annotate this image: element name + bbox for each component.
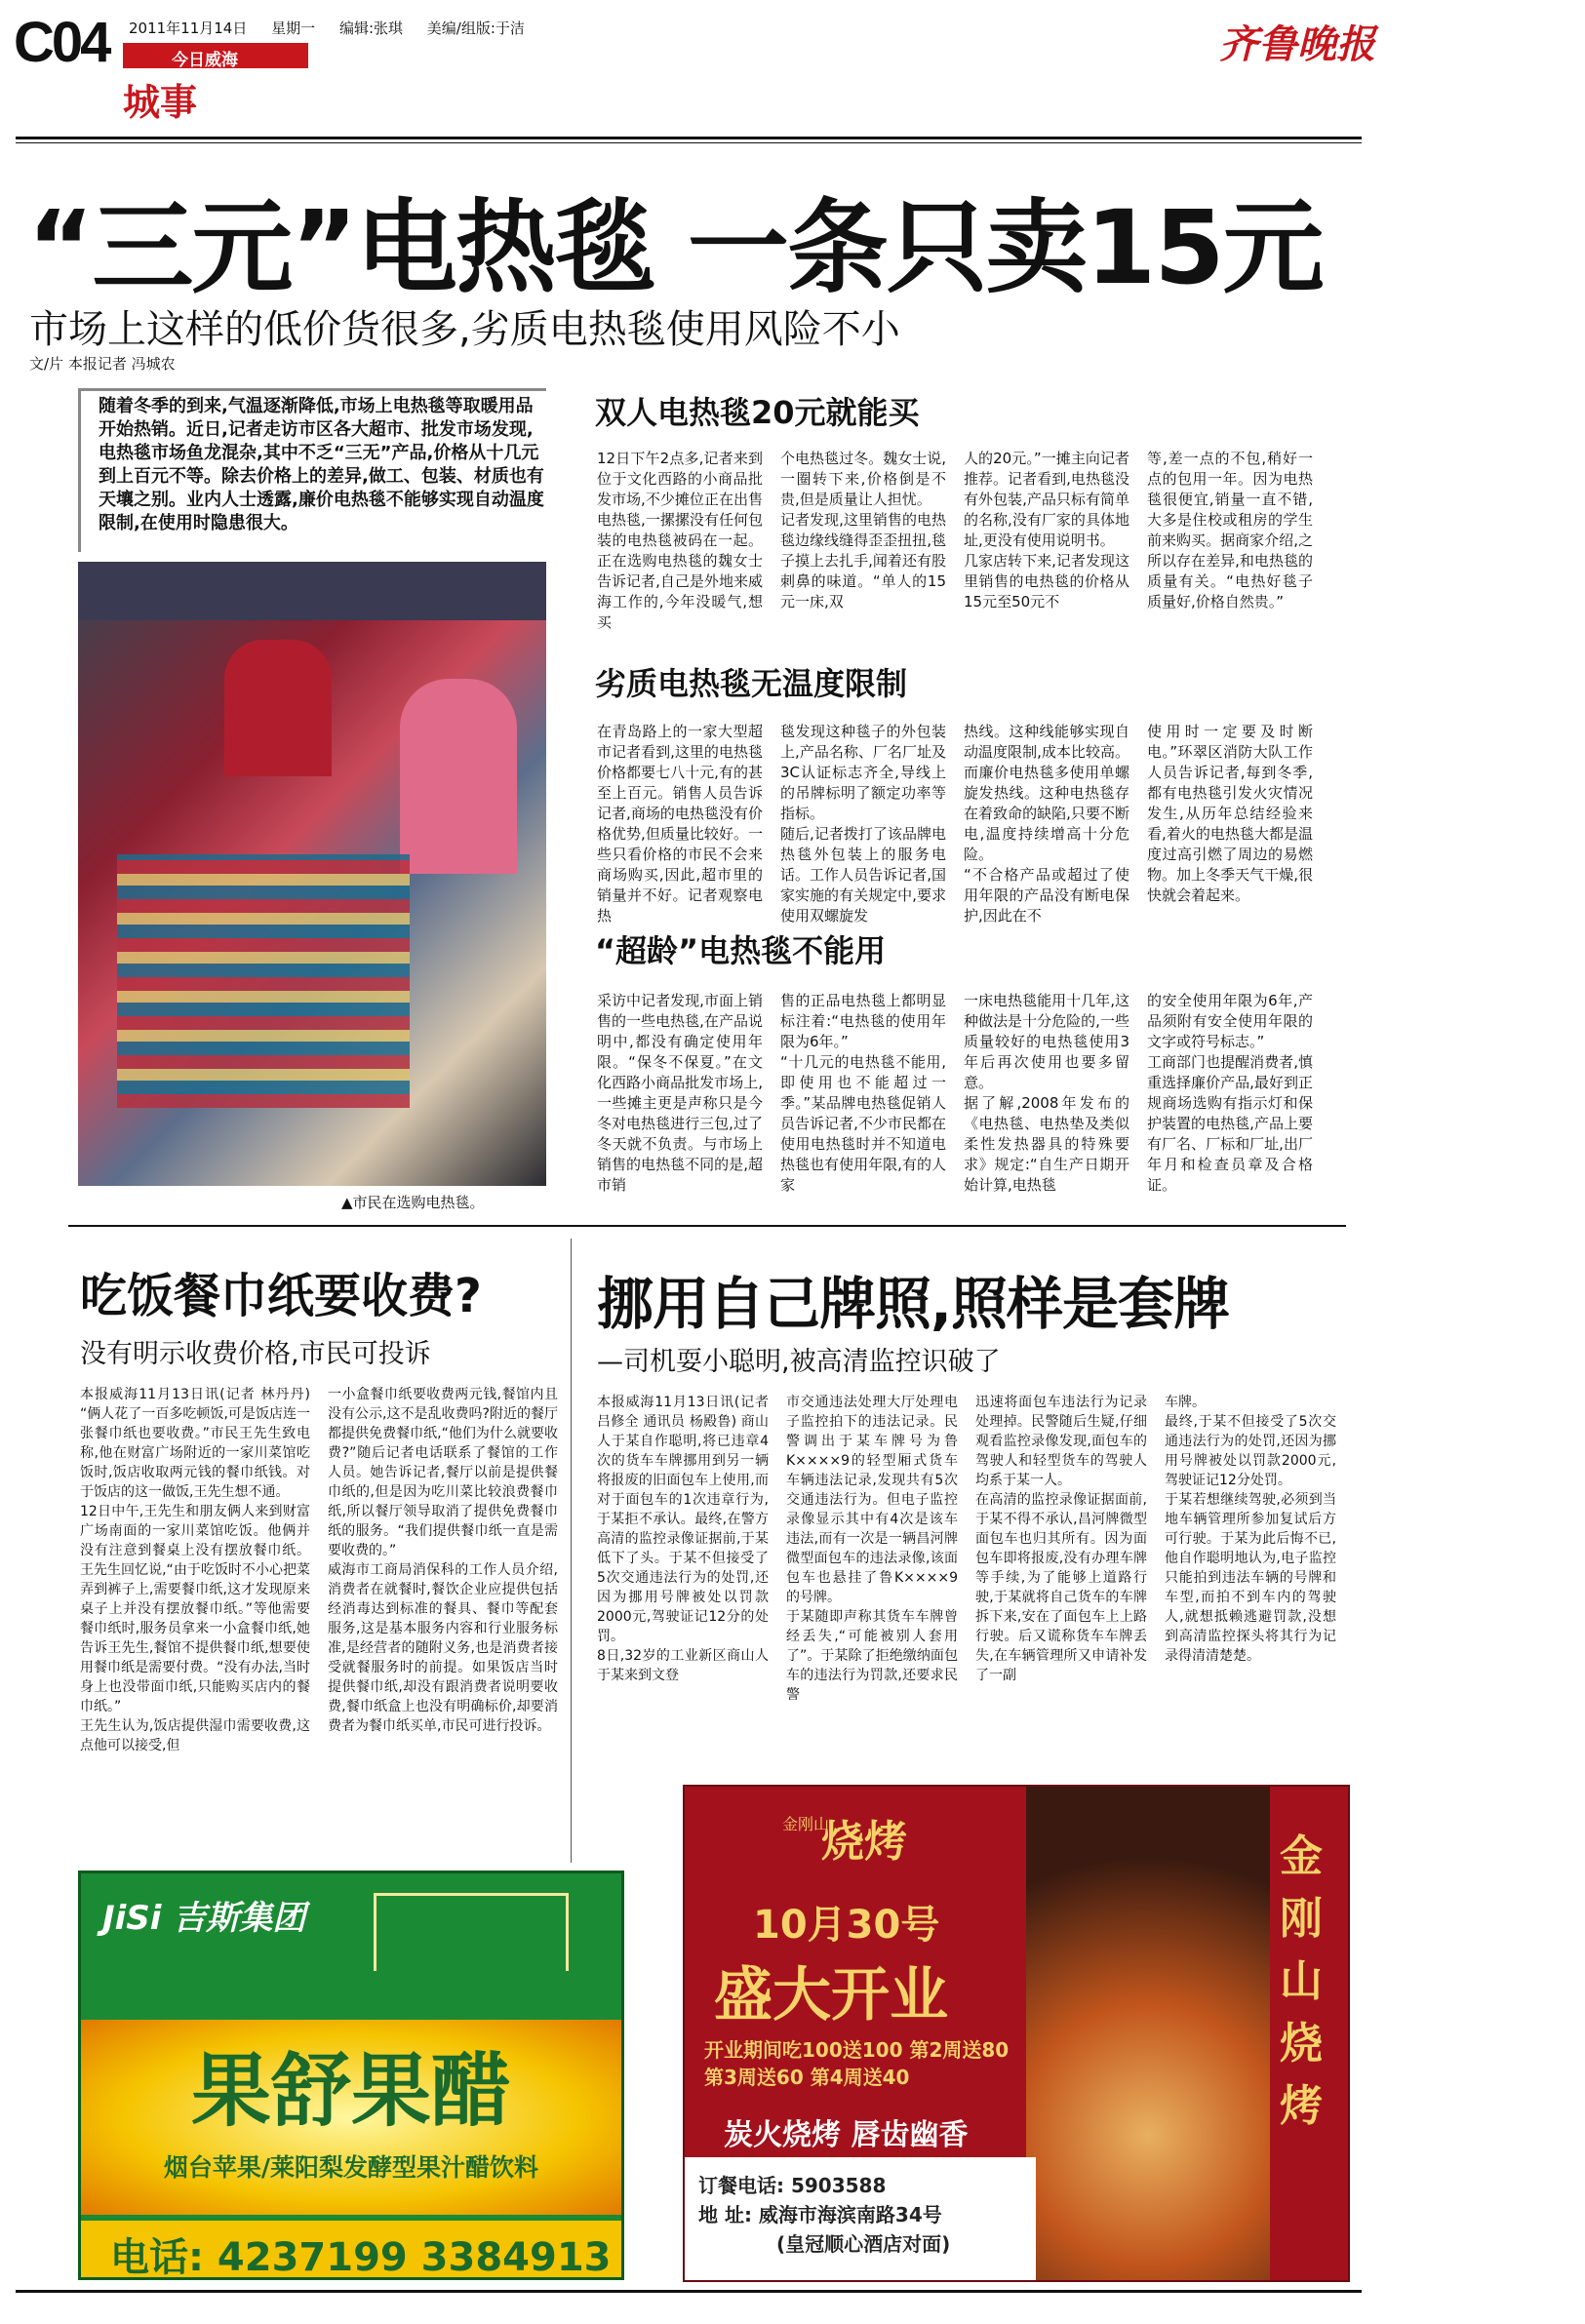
header-rule-thin: [16, 142, 1362, 143]
ad2-headline: 盛大开业: [714, 1961, 948, 2029]
art-editor-credit: 美编/组版:于洁: [426, 20, 525, 37]
section-1-col-3: 人的20元。”一摊主向记者推荐。记者看到,电热毯没有外包装,产品只标有简单的名称,没有厂家的具体地址,更没有使用说明书。 几家店转下来,记者发现这里销售的电热毯的价格从15元至50元不: [964, 450, 1129, 611]
news-photo: [78, 562, 546, 1186]
section-1-col-2: 个电热毯过冬。魏女士说,一圈转下来,价格倒是不贵,但是质量让人担忧。 记者发现,这里销售的电热毯边缘线缝得歪歪扭扭,毯子摸上去扎手,闻着还有股刺鼻的味道。“单人的15元一床,双: [780, 450, 946, 611]
section-2-col-1: 在青岛路上的一家大型超市记者看到,这里的电热毯价格都要七八十元,有的甚至上百元。销售人员告诉记者,商场的电热毯没有价格优势,但质量比较好。一些只看价格的市民不会来商场购买,因此,超市里的销量并不好。记者观察电热: [597, 723, 763, 925]
ad1-tagline: 烟台苹果/莱阳梨发酵型果汁醋饮料: [163, 2153, 539, 2182]
section-1-col-4: 等,差一点的不包,稍好一点的包用一年。因为电热毯很便宜,销量一直不错,大多是住校或租房的学生前来购买。据商家介绍,之所以存在差异,和电热毯的质量有关。“电热好毯子质量好,价格自然贵。”: [1147, 450, 1313, 611]
bbq-photo: [1026, 1787, 1270, 2282]
main-headline: “三元”电热毯 一条只卖15元: [27, 188, 1323, 307]
article3-col-4: 车牌。 最终,于某不但接受了5次交通违法行为的处罚,还因为挪用号牌被处以罚款2000元,驾驶证记12分处罚。 于某若想继续驾驶,必须到当地车辆管理所参加复试后方可行驶。于某为此后悔不已,他自作聪明地认为,电子监控只能拍到违法车辆的号牌和车型,而拍不到车内的驾驶人,就想抵赖逃避罚款,没想到高清监控探头将其行为记录得清清楚楚。: [1165, 1395, 1336, 1664]
subhead-2: 劣质电热毯无温度限制: [595, 665, 908, 702]
section-2-col-3: 热线。这种线能够实现自动温度限制,成本比较高。而廉价电热毯多使用单螺旋发热线。这种电热毯存在着致命的缺陷,只要不断电,温度持续增高十分危险。 “不合格产品或超过了使用年限的产品没有断电保护,因此在不: [964, 723, 1129, 925]
ad2-address-note: (皇冠顺心酒店对面): [776, 2232, 951, 2256]
main-subheadline: 市场上这样的低价货很多,劣质电热毯使用风险不小: [29, 307, 900, 352]
byline: 文/片 本报记者 冯城农: [29, 355, 176, 373]
section-2-body: [597, 722, 1338, 926]
ad2-vertical-name: 金刚山烧烤: [1280, 1832, 1323, 2131]
section-3-body: [597, 991, 1338, 1211]
article2-subheadline: 没有明示收费价格,市民可投诉: [80, 1339, 431, 1369]
vinegar-drink-ad: [78, 1871, 624, 2280]
ad1-product: 果舒果醋: [190, 2045, 511, 2138]
section-tab: 今日威海: [123, 43, 308, 68]
article2-col-1: 本报威海11月13日讯(记者 林丹丹) “俩人花了一百多吃顿饭,可是饭店连一张餐巾纸也要收费。”市民王先生致电称,他在财富广场附近的一家川菜馆吃饭时,饭店收取两元钱的餐巾纸钱。对于饭店的这一做饭,王先生想不通。 12日中午,王先生和朋友俩人来到财富广场南面的一家川菜馆吃饭。他俩并没有注意到餐桌上没有摆放餐巾纸。王先生回忆说,“由于吃饭时不小心把菜弄到裤子上,需要餐巾纸,这才发现原来桌子上并没有摆放餐巾纸。”等他需要餐巾纸时,服务员拿来一小盒餐巾纸,她告诉王先生,餐馆不提供餐巾纸,想要使用餐巾纸是需要付费。“没有办法,当时身上也没带面巾纸,只能购买店内的餐巾纸。” 王先生认为,饭店提供湿巾需要收费,这点他可以接受,但: [80, 1387, 310, 1753]
section-2-col-2: 毯发现这种毯子的外包装上,产品名称、厂名厂址及3C认证标志齐全,导线上的吊牌标明了额定功率等指标。 随后,记者拨打了该品牌电热毯外包装上的服务电话。工作人员告诉记者,国家实施的有关规定中,要求使用双螺旋发: [780, 723, 946, 925]
ad1-brand: JiSi 吉斯集团: [102, 1899, 306, 1938]
section-title: 城事: [123, 80, 198, 124]
newspaper-logo: 齐鲁晚报: [1219, 21, 1375, 67]
editor-credit: 编辑:张琪: [338, 20, 403, 37]
article3-body: [597, 1393, 1348, 1773]
bbq-restaurant-ad: [683, 1785, 1350, 2282]
ad2-address: 地 址: 威海市海滨南路34号: [698, 2203, 942, 2226]
issue-weekday: 星期一: [271, 20, 316, 37]
section-1-body: [597, 449, 1338, 653]
ad2-date: 10月30号: [753, 1903, 940, 1948]
issue-info: [129, 18, 544, 38]
section-1-col-1: 12日下午2点多,记者来到位于文化西路的小商品批发市场,不少摊位正在出售电热毯,一摞摞没有任何包装的电热毯被码在一起。正在选购电热毯的魏女士告诉记者,自己是外地来威海工作的,今年没暖气,想买: [597, 450, 763, 631]
ad2-promo-2: 第3周送60 第4周送40: [704, 2066, 910, 2089]
header-rule: [16, 137, 1362, 139]
subhead-1: 双人电热毯20元就能买: [595, 394, 920, 431]
article3-col-3: 迅速将面包车违法行为记录处理掉。民警随后生疑,仔细观看监控录像发现,面包车的驾驶人和轻型货车的驾驶人均系于某一人。 在高清的监控录像证据面前,于某不得不承认,昌河牌微型面包车也归其所有。因为面包车即将报废,没有办理车牌等手续,为了能够上道路行驶,于某就将自己货车的车牌拆下来,安在了面包车上上路行驶。后又谎称货车车牌丢失,在车辆管理所又申请补发了一副: [975, 1395, 1147, 1683]
section-3-col-4: 的安全使用年限为6年,产品须附有安全使用年限的文字或符号标志。” 工商部门也提醒消费者,慎重选择廉价产品,最好到正规商场选购有指示灯和保护装置的电热毯,产品上要有厂名、厂标和厂址,出厂年月和检查员章及合格证。: [1147, 992, 1313, 1194]
article3-col-1: 本报威海11月13日讯(记者 吕修全 通讯员 杨殿鲁) 商山人于某自作聪明,将已违章4次的货车车牌挪用到另一辆将报废的旧面包车上使用,而对于面包车的1次违章行为,于某拒不承认。最终,在警方高清的监控录像证据前,于某低下了头。于某不但接受了5次交通违法行为的处罚,还因为挪用号牌被处以罚款2000元,驾驶证记12分的处罚。 8日,32岁的工业新区商山人于某来到文登: [597, 1395, 769, 1683]
lead-paragraph: 随着冬季的到来,气温逐渐降低,市场上电热毯等取暖用品开始热销。近日,记者走访市区各大超市、批发市场发现,电热毯市场鱼龙混杂,其中不乏“三无”产品,价格从十几元到上百元不等。除去价格上的差异,做工、包装、材质也有天壤之别。业内人士透露,廉价电热毯不能够实现自动温度限制,在使用时隐患很大。: [78, 388, 546, 552]
photo-caption: ▲市民在选购电热毯。: [341, 1194, 485, 1211]
ad1-phone: 电话: 4237199 3384913: [81, 2221, 621, 2277]
subhead-3: “超龄”电热毯不能用: [595, 932, 887, 969]
article3-col-2: 市交通违法处理大厅处理电子监控拍下的违法记录。民警调出于某车牌号为鲁K××××9的轻型厢式货车车辆违法记录,发现共有5次交通违法行为。但电子监控录像显示其中有4次是该车违法,而有一次是一辆昌河牌微型面包车的违法录像,该面包车也悬挂了鲁K××××9的号牌。 于某随即声称其货车车牌曾经丢失,“可能被别人套用了”。于某除了拒绝缴纳面包车的违法行为罚款,还要求民警: [786, 1395, 958, 1703]
article2-col-2: 一小盒餐巾纸要收费两元钱,餐馆内且没有公示,这不是乱收费吗?附近的餐厅都提供免费餐巾纸,“他们为什么就要收费?”随后记者电话联系了餐馆的工作人员。她告诉记者,餐厅以前是提供餐巾纸的,但是因为吃川菜比较浪费餐巾纸,所以餐厅领导取消了提供免费餐巾纸的服务。“我们提供餐巾纸一直是需要收费的。” 威海市工商局消保科的工作人员介绍,消费者在就餐时,餐饮企业应提供包括经消毒达到标准的餐具、餐巾等配套服务,这是基本服务内容和行业服务标准,是经营者的随附义务,也是消费者接受就餐服务时的前提。如果饭店当时提供餐巾纸,却没有跟消费者说明要收费,餐巾纸盒上也没有明确标价,却要消费者为餐巾纸买单,市民可进行投诉。: [328, 1387, 558, 1734]
article2-body: [80, 1385, 558, 1853]
ad2-promo: [704, 2036, 1009, 2091]
section-3-col-2: 售的正品电热毯上都明显标注着:“电热毯的使用年限为6年。” “十几元的电热毯不能用,即使用也不能超过一季。”某品牌电热毯促销人员告诉记者,不少市民都在使用电热毯时并不知道电热毯也有使用年限,有的人家: [780, 992, 946, 1194]
column-divider: [571, 1239, 572, 1863]
section-3-col-1: 采访中记者发现,市面上销售的一些电热毯,在产品说明中,都没有确定使用年限。“保冬不保夏。”在文化西路小商品批发市场上,一些摊主更是声称只是今冬对电热毯进行三包,过了冬天就不负责。与市场上销售的电热毯不同的是,超市销: [597, 992, 763, 1194]
ad2-shop-small: 金刚山: [782, 1815, 830, 1833]
ad2-calligraphy: 烧烤: [821, 1817, 907, 1867]
article2-headline: 吃饭餐巾纸要收费?: [80, 1269, 482, 1323]
ad2-promo-1: 开业期间吃100送100 第2周送80: [704, 2038, 1010, 2062]
issue-date: 2011年11月14日: [129, 20, 248, 37]
section-2-col-4: 使用时一定要及时断电。”环翠区消防大队工作人员告诉记者,每到冬季,都有电热毯引发火灾情况发生,从历年总结经验来看,着火的电热毯大都是温度过高引燃了周边的易燃物。加上冬季天气干燥,很快就会着起来。: [1147, 723, 1313, 904]
ad2-slogan: 炭火烧烤 唇齿幽香: [724, 2118, 969, 2152]
house-illustration: [374, 1893, 569, 1971]
ad2-order-phone: 订餐电话: 5903588: [698, 2174, 887, 2197]
section-3-col-3: 一床电热毯能用十几年,这种做法是十分危险的,一些质量较好的电热毯使用3年后再次使用也要多留意。 据了解,2008年发布的《电热毯、电热垫及类似柔性发热器具的特殊要求》规定:“自生产日期开始计算,电热毯: [964, 992, 1129, 1194]
article3-subheadline: —司机耍小聪明,被高清监控识破了: [597, 1347, 1001, 1377]
footer-rule: [16, 2290, 1362, 2293]
ad2-contact: [685, 2157, 1036, 2282]
article-divider: [68, 1225, 1346, 1227]
page-number: C04: [14, 11, 109, 74]
article3-headline: 挪用自己牌照,照样是套牌: [597, 1271, 1230, 1337]
